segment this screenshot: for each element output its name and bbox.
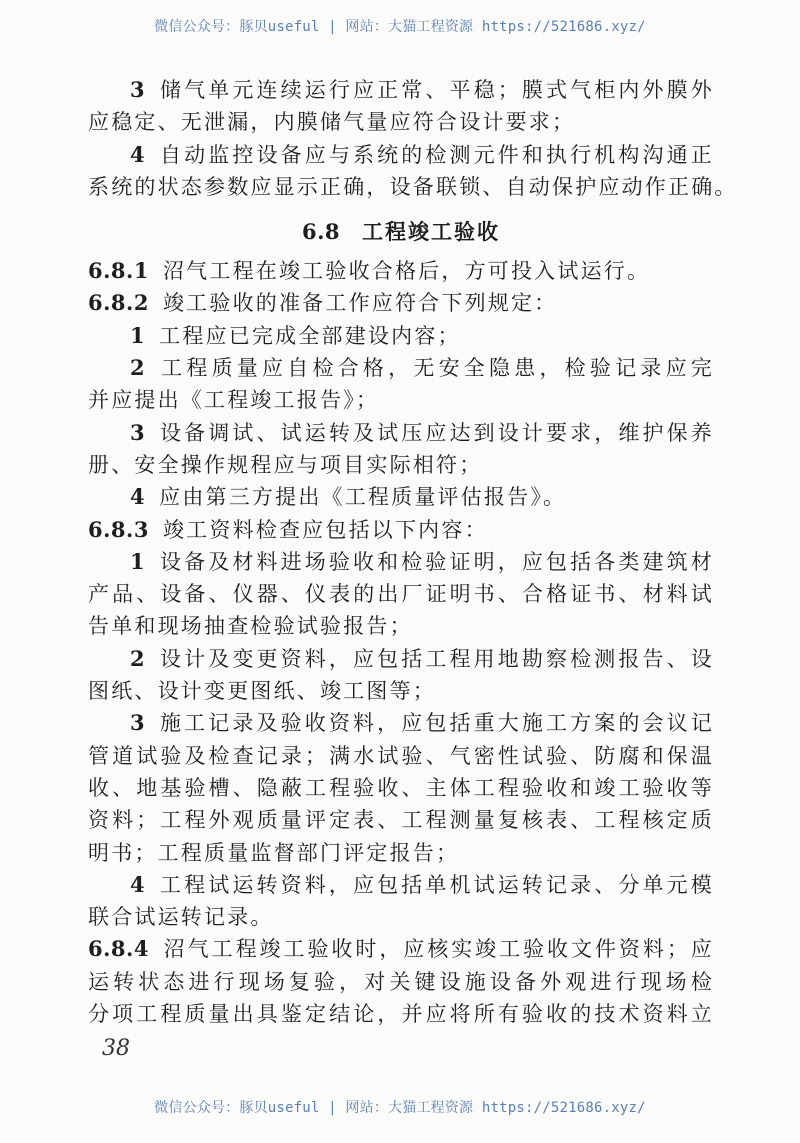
text-line: [88, 998, 714, 1030]
text-line: [88, 384, 714, 416]
line-text: 设备及材料进场验收和检验证明，应包括各类建筑材: [159, 549, 714, 574]
clause-number: 6.8.2: [88, 290, 149, 316]
line-text: 沼气工程竣工验收时，应核实竣工验收文件资料；应: [162, 937, 714, 962]
text-line: [88, 837, 714, 869]
line-text: 产品、设备、仪器、仪表的出厂证明书、合格证书、材料试: [88, 582, 714, 607]
line-text: 施工记录及验收资料，应包括重大施工方案的会议记: [159, 711, 714, 736]
clause-number: 1: [130, 322, 146, 348]
text-line: [88, 578, 714, 610]
line-text: 联合试运转记录。: [88, 905, 274, 930]
clause-number: 6.8: [301, 219, 341, 245]
clause-number: 6.8.4: [88, 936, 149, 962]
line-text: 自动监控设备应与系统的检测元件和执行机构沟通正: [159, 142, 714, 167]
clause-line: [88, 514, 714, 546]
clause-number: 3: [130, 710, 146, 736]
text-line: [88, 966, 714, 998]
text-line: [88, 106, 714, 138]
clause-number: 6.8.1: [88, 258, 149, 284]
clause-number: 4: [130, 141, 146, 167]
text-line: [88, 740, 714, 772]
line-text: 告单和现场抽查检验试验报告；: [88, 614, 413, 639]
line-text: 管道试验及检查记录；满水试验、气密性试验、防腐和保温: [88, 743, 714, 768]
text-line: [88, 610, 714, 642]
clause-line: [88, 352, 714, 384]
line-text: 工程试运转资料，应包括单机试运转记录、分单元模: [159, 872, 714, 897]
page-number: 38: [102, 1036, 130, 1061]
clause-number: 3: [130, 419, 146, 445]
line-text: 图纸、设计变更图纸、竣工图等；: [88, 679, 436, 704]
clause-number: 4: [130, 871, 146, 897]
clause-line: [88, 139, 714, 171]
line-text: 竣工资料检查应包括以下内容：: [162, 517, 488, 542]
text-line: [88, 449, 714, 481]
clause-line: [88, 643, 714, 675]
line-text: 分项工程质量出具鉴定结论，并应将所有验收的技术资料立: [88, 1002, 714, 1027]
clause-number: 3: [130, 77, 146, 102]
watermark-top: 微信公众号：豚贝useful | 网站：大猫工程资源 https://521686.xyz/: [154, 19, 646, 35]
line-text: 册、安全操作规程应与项目实际相符；: [88, 452, 483, 477]
line-text: 并应提出《工程竣工报告》；: [88, 388, 380, 413]
line-text: 储气单元连续运行应正常、平稳；膜式气柜内外膜外: [159, 78, 714, 102]
line-text: 明书；工程质量监督部门评定报告；: [88, 840, 460, 865]
clause-line: [88, 546, 714, 578]
line-text: 竣工验收的准备工作应符合下列规定：: [162, 291, 558, 316]
watermark-bottom: 微信公众号：豚贝useful | 网站：大猫工程资源 https://521686.xyz/: [154, 1100, 646, 1116]
text-line: [88, 772, 714, 804]
section-heading: [88, 216, 714, 248]
line-text: 系统的状态参数应显示正确，设备联锁、自动保护应动作正确。: [88, 174, 738, 199]
clause-line: [88, 255, 714, 287]
line-text: 沼气工程在竣工验收合格后，方可投入试运行。: [162, 259, 651, 284]
clause-number: 6.8.3: [88, 516, 149, 542]
clause-number: 2: [130, 355, 146, 381]
line-text: 运转状态进行现场复验，对关键设施设备外观进行现场检: [88, 969, 714, 994]
line-text: 设计及变更资料，应包括工程用地勘察检测报告、设: [159, 646, 714, 671]
clause-line: [88, 481, 714, 513]
line-text: 应稳定、无泄漏，内膜储气量应符合设计要求；: [88, 110, 576, 135]
clause-line: [88, 287, 714, 319]
line-text: 设备调试、试运转及试压应达到设计要求，维护保养: [159, 420, 714, 445]
text-line: [88, 171, 738, 203]
line-text: 收、地基验槽、隐蔽工程验收、主体工程验收和竣工验收等: [88, 775, 714, 800]
clause-number: 4: [130, 484, 146, 510]
clause-line: [88, 320, 714, 352]
heading-text: 工程竣工验收: [362, 219, 501, 245]
text-line: [88, 901, 714, 933]
clause-number: 2: [130, 645, 146, 671]
clause-line: [88, 933, 714, 965]
clause-line: [88, 869, 714, 901]
document-body: [88, 74, 738, 1030]
line-text: 资料；工程外观质量评定表、工程测量复核表、工程核定质: [88, 808, 714, 833]
clause-line: [88, 707, 714, 739]
line-text: 工程应已完成全部建设内容；: [159, 323, 461, 348]
text-line: [88, 675, 714, 707]
text-line: [88, 804, 714, 836]
line-text: 工程质量应自检合格，无安全隐患，检验记录应完: [159, 356, 714, 381]
clause-line: [88, 74, 714, 106]
clause-line: [88, 417, 714, 449]
clause-number: 1: [130, 548, 146, 574]
line-text: 应由第三方提出《工程质量评估报告》。: [159, 485, 567, 510]
